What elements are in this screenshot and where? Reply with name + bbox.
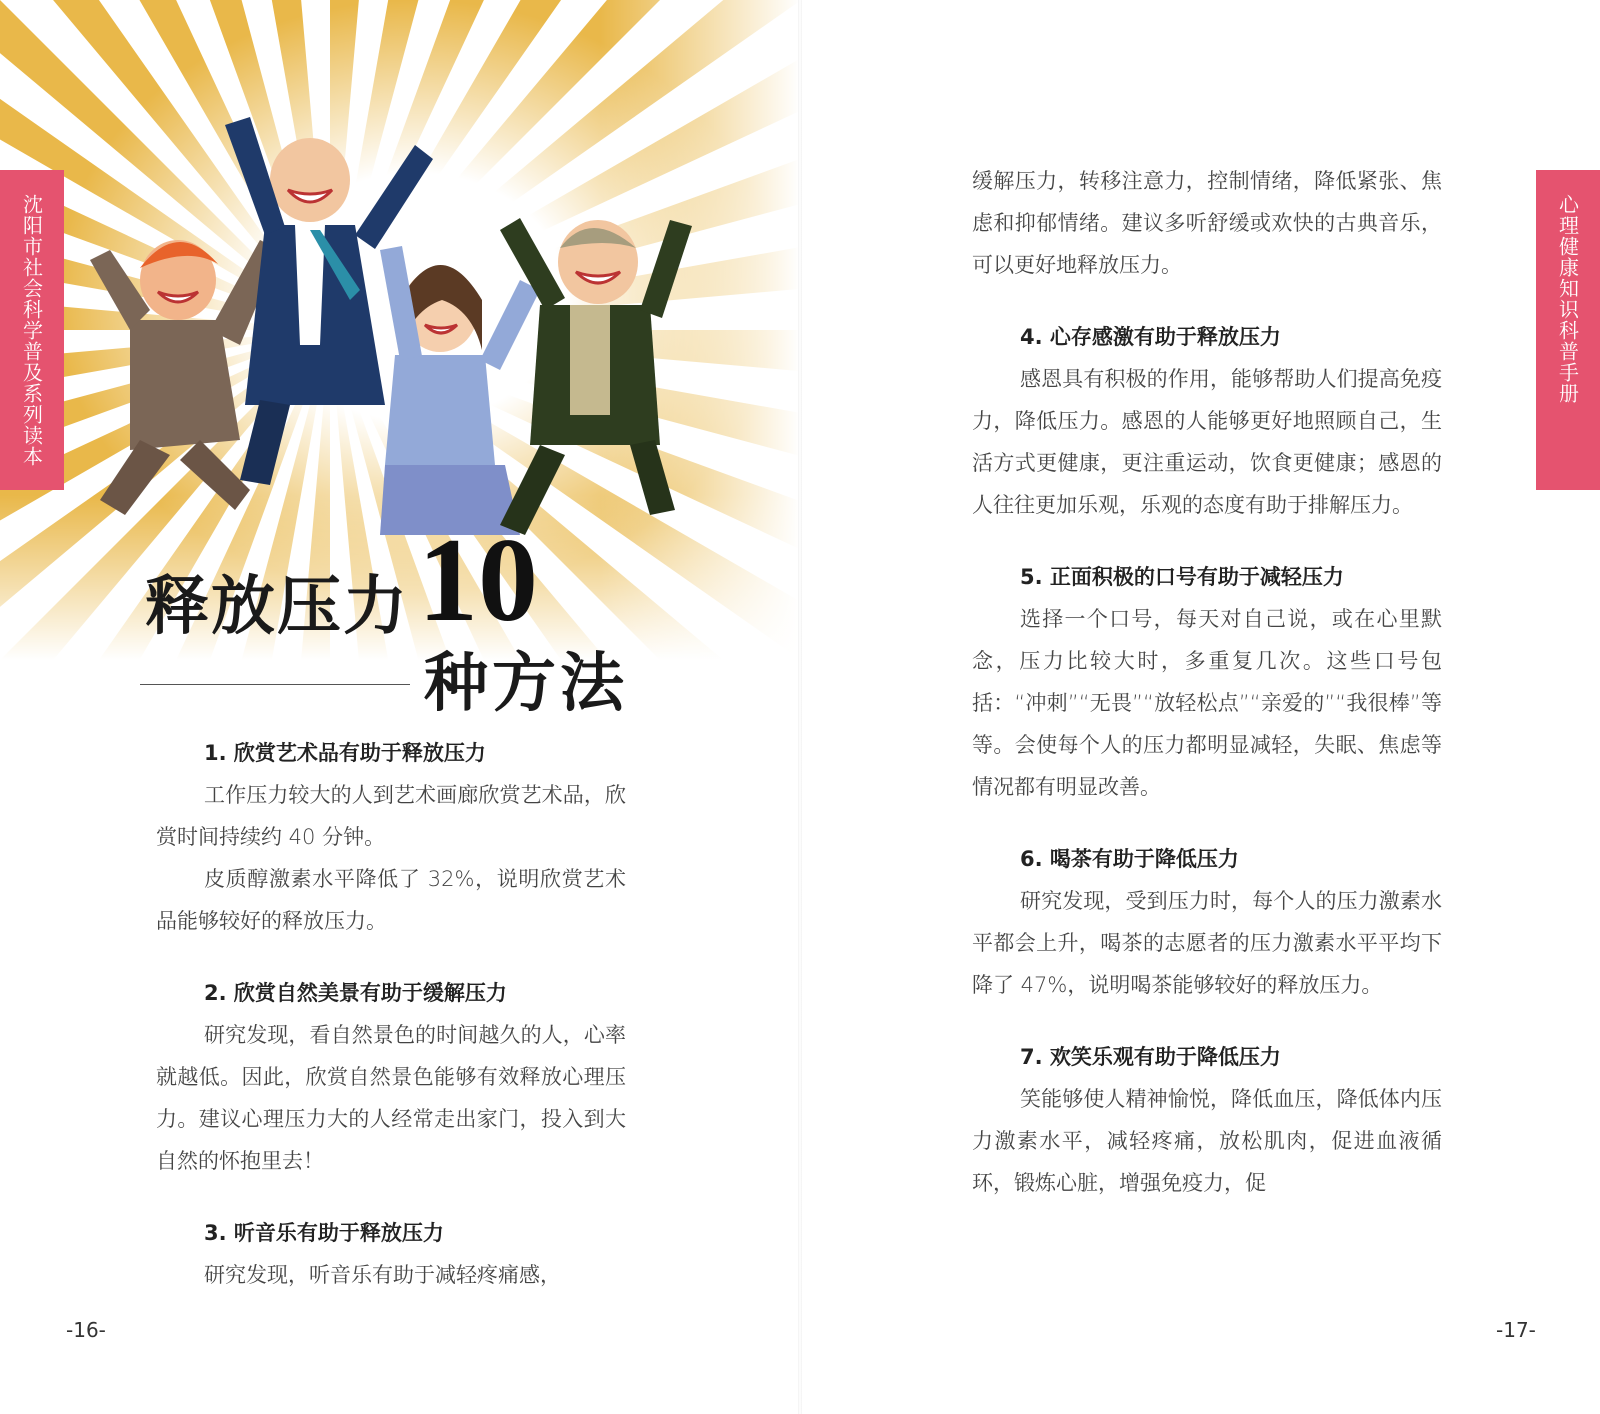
section-heading: 1. 欣赏艺术品有助于释放压力 bbox=[204, 741, 486, 765]
section-5 bbox=[972, 556, 1442, 808]
section-heading: 3. 听音乐有助于释放压力 bbox=[204, 1221, 444, 1245]
left-content bbox=[156, 732, 626, 1326]
manual-side-tab: 心理健康知识科普手册 bbox=[1536, 170, 1600, 490]
section-6 bbox=[972, 838, 1442, 1006]
series-side-tab: 沈阳市社会科学普及系列读本 bbox=[0, 170, 64, 490]
section-3-continued bbox=[972, 160, 1442, 286]
page-number: -17- bbox=[1496, 1318, 1536, 1342]
title-sub: 种方法 bbox=[424, 646, 628, 721]
section-heading: 4. 心存感激有助于释放压力 bbox=[1020, 325, 1281, 349]
section-heading: 5. 正面积极的口号有助于减轻压力 bbox=[1020, 565, 1344, 589]
section-heading: 6. 喝茶有助于降低压力 bbox=[1020, 847, 1239, 871]
section-paragraph: 选择一个口号，每天对自己说，或在心里默念，压力比较大时，多重复几次。这些口号包括：“冲刺”“无畏”“放轻松点”“亲爱的”“我很棒”等等。会使每个人的压力都明显减轻，失眠、焦虑等情况都有明显改善。 bbox=[972, 607, 1442, 799]
section-paragraph: 研究发现，听音乐有助于减轻疼痛感， bbox=[204, 1263, 561, 1287]
section-paragraph: 工作压力较大的人到艺术画廊欣赏艺术品，欣赏时间持续约 40 分钟。 bbox=[156, 783, 626, 849]
section-paragraph: 笑能够使人精神愉悦，降低血压，降低体内压力激素水平，减轻疼痛，放松肌肉，促进血液循环，锻炼心脏，增强免疫力，促 bbox=[972, 1087, 1442, 1195]
section-paragraph: 皮质醇激素水平降低了 32%，说明欣赏艺术品能够较好的释放压力。 bbox=[156, 867, 626, 933]
section-2 bbox=[156, 972, 626, 1182]
page-number: -16- bbox=[66, 1318, 106, 1342]
section-paragraph: 缓解压力，转移注意力，控制情绪，降低紧张、焦虑和抑郁情绪。建议多听舒缓或欢快的古典音乐，可以更好地释放压力。 bbox=[972, 169, 1442, 277]
section-paragraph: 研究发现，受到压力时，每个人的压力激素水平都会上升，喝茶的志愿者的压力激素水平平均下降了 47%，说明喝茶能够较好的释放压力。 bbox=[972, 889, 1442, 997]
section-heading: 7. 欢笑乐观有助于降低压力 bbox=[1020, 1045, 1281, 1069]
title-number: 10 bbox=[418, 513, 538, 646]
section-1 bbox=[156, 732, 626, 942]
section-7 bbox=[972, 1036, 1442, 1204]
title-divider bbox=[140, 684, 410, 685]
section-paragraph: 研究发现，看自然景色的时间越久的人，心率就越低。因此，欣赏自然景色能够有效释放心理压力。建议心理压力大的人经常走出家门，投入到大自然的怀抱里去！ bbox=[156, 1023, 626, 1173]
section-4 bbox=[972, 316, 1442, 526]
title-main: 释放压力 bbox=[145, 569, 409, 644]
section-3 bbox=[156, 1212, 626, 1296]
section-heading: 2. 欣赏自然美景有助于缓解压力 bbox=[204, 981, 507, 1005]
section-paragraph: 感恩具有积极的作用，能够帮助人们提高免疫力，降低压力。感恩的人能够更好地照顾自己，生活方式更健康，更注重运动，饮食更健康；感恩的人往往更加乐观，乐观的态度有助于排解压力。 bbox=[972, 367, 1442, 517]
right-content bbox=[972, 160, 1442, 1234]
